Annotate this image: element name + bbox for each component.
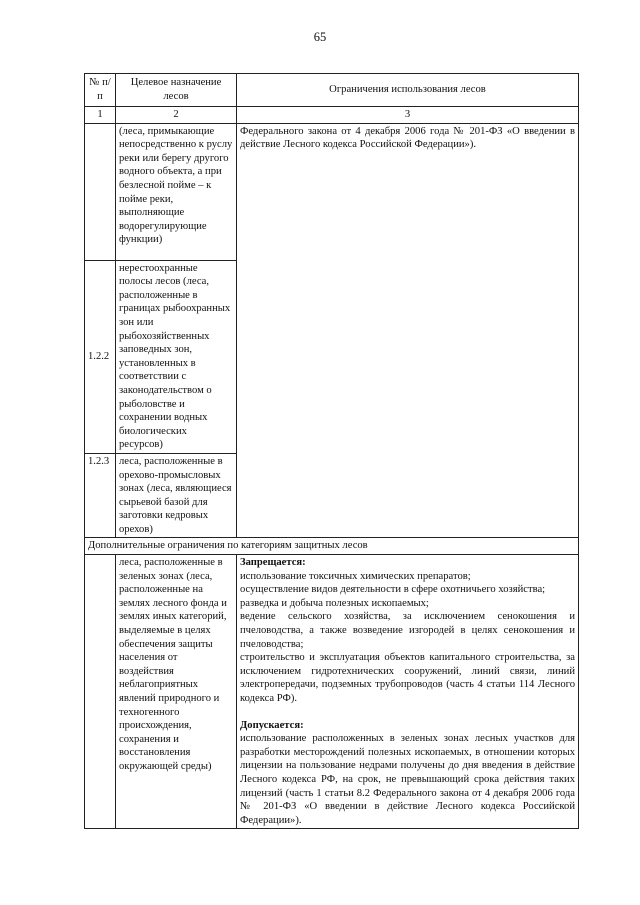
prohibited-label: Запрещается: (240, 557, 306, 569)
header-num: № п/п (85, 74, 116, 107)
allowed-label: Допускается: (240, 719, 304, 731)
row-purpose: нерестоохранные полосы лесов (леса, расположенные в границах рыбоохранных зон или рыбохозяйственных заповедных зон, установленных в соответствии с законодательством о рыболовстве и сохранении водных биологических ресурсов) (116, 260, 237, 453)
row-num (85, 123, 116, 260)
prohibited-item: ведение сельского хозяйства, за исключением сенокошения и пчеловодства, а также возведение изгородей в целях сенокошения и пчеловодства; (240, 611, 575, 650)
table-header-row (85, 74, 579, 107)
column-number: 2 (116, 107, 237, 124)
spacer (240, 706, 575, 719)
row-num: 1.2.2 (85, 260, 116, 453)
prohibited-item: использование токсичных химических препаратов; (240, 570, 471, 582)
header-restrictions: Ограничения использования лесов (237, 74, 579, 107)
prohibited-item: разведка и добыча полезных ископаемых; (240, 597, 429, 609)
prohibited-item: осуществление видов деятельности в сфере охотничьего хозяйства; (240, 584, 546, 596)
column-number: 3 (237, 107, 579, 124)
row-num (85, 555, 116, 829)
table-row (85, 123, 579, 260)
prohibited-item: строительство и эксплуатация объектов капитального строительства, за исключением гидротехнических сооружений, линий связи, линий электропередачи, подземных трубопроводов (часть 4 статьи 114 Лесного кодекса РФ). (240, 652, 575, 704)
row-purpose: леса, расположенные в орехово-промысловых зонах (леса, являющиеся сырьевой базой для заготовки кедровых орехов) (116, 453, 237, 538)
restrictions-table (84, 73, 579, 829)
row-restrictions (237, 555, 579, 829)
row-purpose: леса, расположенные в зеленых зонах (леса, расположенные на землях лесного фонда и землях иных категорий, выделяемые в целях обеспечения защиты населения от воздействия неблагоприятных явлений природного и техногенного происхождения, сохранения и восстановления окружающей среды) (116, 555, 237, 829)
section-title-row (85, 538, 579, 555)
header-purpose: Целевое назначение лесов (116, 74, 237, 107)
column-numbers-row (85, 107, 579, 124)
allowed-text: использование расположенных в зеленых зонах лесных участков для разработки месторождений полезных ископаемых, в отношении которых лицензии на пользование недрами получены до дня введения в действие Лесного кодекса РФ, на срок, не превышающий срока действия таких лицензий (часть 1 статьи 8.2 Федерального закона от 4 декабря 2006 года № 201-ФЗ «О введении в действие Лесного кодекса Российской Федерации»). (240, 733, 575, 826)
row-restrictions: Федерального закона от 4 декабря 2006 года № 201-ФЗ «О введении в действие Лесного кодекса Российской Федерации»). (237, 123, 579, 538)
column-number: 1 (85, 107, 116, 124)
section-title: Дополнительные ограничения по категориям защитных лесов (85, 538, 579, 555)
table-row (85, 555, 579, 829)
row-num: 1.2.3 (85, 453, 116, 538)
page-number: 65 (313, 30, 327, 44)
row-purpose: (леса, примыкающие непосредственно к руслу реки или берегу другого водного объекта, а при безлесной пойме – к пойме реки, выполняющие водорегулирующие функции) (116, 123, 237, 260)
